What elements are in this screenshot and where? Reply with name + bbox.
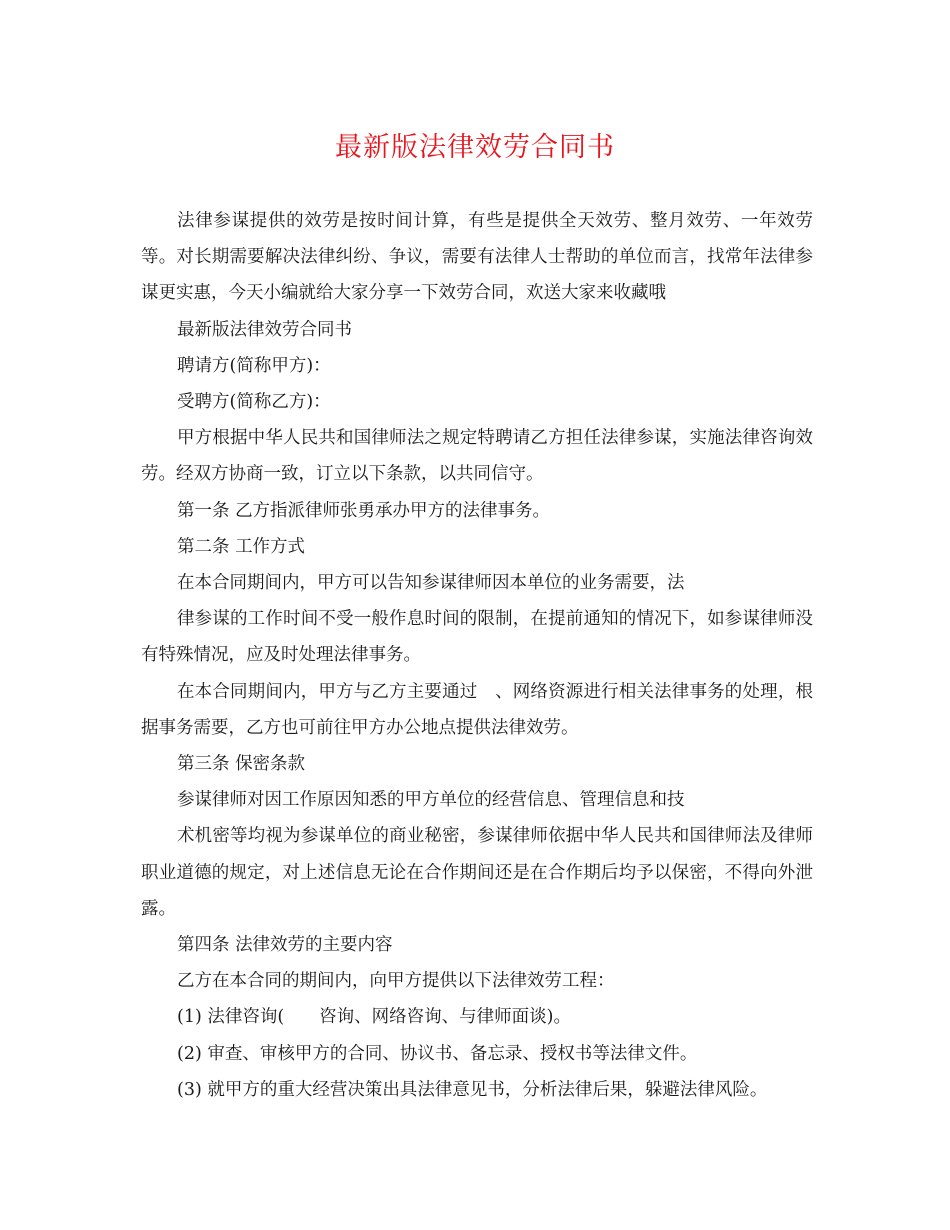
article-2-heading: 第二条 工作方式 xyxy=(177,536,306,557)
party-b-line: 受聘方(简称乙方)： xyxy=(177,392,331,413)
article-3-paragraph-2: 术机密等均视为参谋单位的商业秘密，参谋律师依据中华人民共和国律师法及律师职业道德的规定，对上述信息无论在合作期间还是在合作期后均予以保密，不得向外泄露。 xyxy=(141,826,813,919)
contract-heading: 最新版法律效劳合同书 xyxy=(177,319,352,340)
article-4-intro: 乙方在本合同的期间内，向甲方提供以下法律效劳工程： xyxy=(177,971,615,992)
article-2-paragraph-3: 在本合同期间内，甲方与乙方主要通过 、网络资源进行相关法律事务的处理，根据事务需要，乙方也可前往甲方办公地点提供法律效劳。 xyxy=(141,681,813,738)
preamble-paragraph: 甲方根据中华人民共和国律师法之规定特聘请乙方担任法律参谋，实施法律咨询效劳。经双方协商一致，订立以下条款，以共同信守。 xyxy=(141,428,813,485)
service-item-1: (1) 法律咨询( 咨询、网络咨询、与律师面谈)。 xyxy=(177,1007,572,1028)
document-title: 最新版法律效劳合同书 xyxy=(335,132,615,163)
document-body xyxy=(141,203,813,1108)
intro-paragraph: 法律参谋提供的效劳是按时间计算，有些是提供全天效劳、整月效劳、一年效劳等。对长期需要解决法律纠纷、争议，需要有法律人士帮助的单位而言，找常年法律参谋更实惠，今天小编就给大家分享一下效劳合同，欢送大家来收藏哦 xyxy=(141,211,813,304)
party-a-line: 聘请方(简称甲方)： xyxy=(177,355,331,376)
article-2-paragraph-1: 在本合同期间内，甲方可以告知参谋律师因本单位的业务需要，法 xyxy=(177,573,685,594)
article-2-paragraph-2: 律参谋的工作时间不受一般作息时间的限制，在提前通知的情况下，如参谋律师没有特殊情况，应及时处理法律事务。 xyxy=(141,609,813,666)
service-item-2: (2) 审查、审核甲方的合同、协议书、备忘录、授权书等法律文件。 xyxy=(177,1043,698,1064)
service-item-3: (3) 就甲方的重大经营决策出具法律意见书，分析法律后果，躲避法律风险。 xyxy=(177,1079,768,1100)
article-4-heading: 第四条 法律效劳的主要内容 xyxy=(177,935,393,956)
article-3-heading: 第三条 保密条款 xyxy=(177,754,306,775)
article-1: 第一条 乙方指派律师张勇承办甲方的法律事务。 xyxy=(177,500,551,521)
article-3-paragraph-1: 参谋律师对因工作原因知悉的甲方单位的经营信息、管理信息和技 xyxy=(177,790,685,811)
